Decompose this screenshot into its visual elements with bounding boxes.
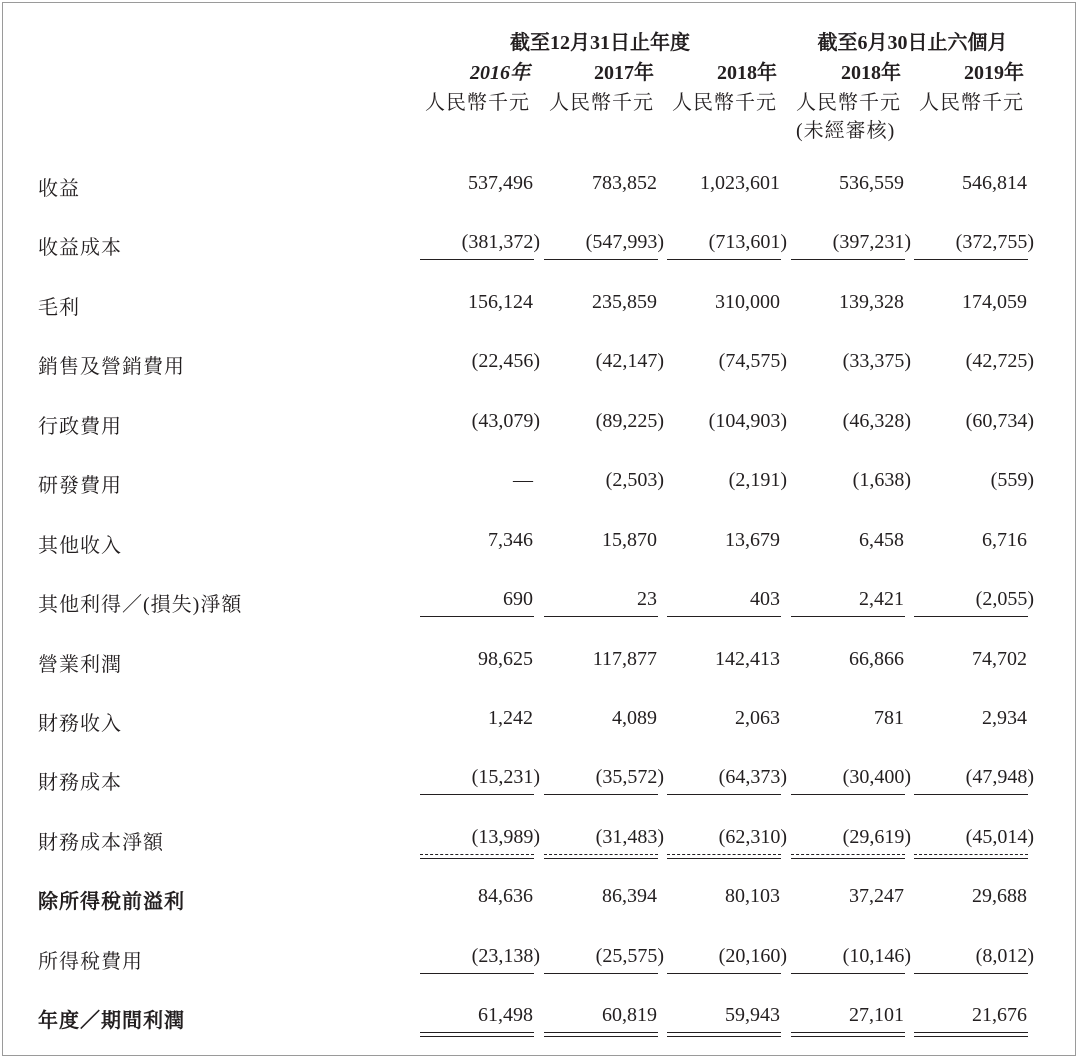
- table-cell: (10,146): [842, 945, 911, 967]
- table-cell: (47,948): [965, 766, 1034, 788]
- table-cell: (45,014): [965, 826, 1034, 848]
- table-cell: (31,483): [595, 826, 664, 848]
- year-header-5: 2019年: [964, 62, 1024, 84]
- row-label: 收益: [38, 178, 80, 200]
- year-header-3: 2018年: [717, 62, 777, 84]
- table-cell: 537,496: [468, 172, 533, 194]
- table-cell: 142,413: [715, 648, 780, 670]
- table-cell: (35,572): [595, 766, 664, 788]
- table-cell: (46,328): [842, 410, 911, 432]
- underline-rule: [667, 973, 781, 974]
- table-cell: (89,225): [595, 410, 664, 432]
- table-cell: 59,943: [725, 1004, 780, 1026]
- underline-rule: [420, 854, 534, 859]
- underline-rule: [791, 616, 905, 617]
- table-cell: (15,231): [471, 766, 540, 788]
- table-cell: 546,814: [962, 172, 1027, 194]
- table-cell: (60,734): [965, 410, 1034, 432]
- table-cell: 61,498: [478, 1004, 533, 1026]
- underline-rule: [791, 854, 905, 859]
- row-label: 財務收入: [38, 713, 122, 735]
- table-cell: 783,852: [592, 172, 657, 194]
- table-cell: 60,819: [602, 1004, 657, 1026]
- row-label: 年度／期間利潤: [38, 1010, 185, 1032]
- table-cell: (22,456): [471, 350, 540, 372]
- underline-rule: [667, 1032, 781, 1037]
- table-cell: —: [513, 469, 533, 491]
- underline-rule: [544, 1032, 658, 1037]
- row-label: 財務成本: [38, 772, 122, 794]
- table-cell: (8,012): [975, 945, 1034, 967]
- table-cell: 6,716: [982, 529, 1027, 551]
- underline-rule: [420, 616, 534, 617]
- underline-rule: [914, 794, 1028, 795]
- table-cell: 781: [874, 707, 904, 729]
- underline-rule: [420, 1032, 534, 1037]
- table-cell: 80,103: [725, 885, 780, 907]
- underline-rule: [544, 973, 658, 974]
- underline-rule: [791, 973, 905, 974]
- table-cell: 235,859: [592, 291, 657, 313]
- table-cell: 174,059: [962, 291, 1027, 313]
- year-header-2: 2017年: [594, 62, 654, 84]
- table-cell: (29,619): [842, 826, 911, 848]
- table-cell: 23: [637, 588, 657, 610]
- underline-rule: [667, 794, 781, 795]
- table-cell: (42,147): [595, 350, 664, 372]
- table-cell: 98,625: [478, 648, 533, 670]
- underline-rule: [914, 973, 1028, 974]
- row-label: 研發費用: [38, 475, 122, 497]
- table-cell: 536,559: [839, 172, 904, 194]
- table-cell: 310,000: [715, 291, 780, 313]
- row-label: 銷售及營銷費用: [38, 356, 185, 378]
- table-cell: (1,638): [852, 469, 911, 491]
- table-cell: (62,310): [718, 826, 787, 848]
- table-cell: (25,575): [595, 945, 664, 967]
- table-cell: 74,702: [972, 648, 1027, 670]
- table-cell: 2,063: [735, 707, 780, 729]
- table-cell: (381,372): [461, 231, 540, 253]
- row-label: 其他收入: [38, 535, 122, 557]
- underline-rule: [544, 794, 658, 795]
- year-header-1: 2016年: [470, 62, 530, 84]
- table-cell: (559): [990, 469, 1034, 491]
- underline-rule: [791, 259, 905, 260]
- table-cell: (104,903): [708, 410, 787, 432]
- table-cell: 117,877: [592, 648, 657, 670]
- table-cell: 6,458: [859, 529, 904, 551]
- table-cell: (2,191): [728, 469, 787, 491]
- table-cell: 15,870: [602, 529, 657, 551]
- underline-rule: [914, 259, 1028, 260]
- table-cell: 4,089: [612, 707, 657, 729]
- underline-rule: [914, 616, 1028, 617]
- table-cell: (547,993): [585, 231, 664, 253]
- table-cell: 690: [503, 588, 533, 610]
- row-label: 財務成本淨額: [38, 832, 164, 854]
- year-header-4: 2018年: [841, 62, 901, 84]
- table-cell: 2,934: [982, 707, 1027, 729]
- row-label: 其他利得／(損失)淨額: [38, 594, 243, 616]
- row-label: 營業利潤: [38, 654, 122, 676]
- group-header-interim: 截至6月30日止六個月: [817, 32, 1008, 54]
- row-label: 除所得稅前溢利: [38, 891, 185, 913]
- table-cell: 86,394: [602, 885, 657, 907]
- table-cell: 84,636: [478, 885, 533, 907]
- table-cell: (397,231): [832, 231, 911, 253]
- table-cell: 139,328: [839, 291, 904, 313]
- table-cell: 37,247: [849, 885, 904, 907]
- underline-rule: [544, 259, 658, 260]
- table-cell: 1,023,601: [700, 172, 780, 194]
- row-label: 收益成本: [38, 237, 122, 259]
- underline-rule: [544, 854, 658, 859]
- table-cell: (20,160): [718, 945, 787, 967]
- table-cell: (64,373): [718, 766, 787, 788]
- unit-header-5: 人民幣千元: [919, 92, 1024, 114]
- group-header-annual: 截至12月31日止年度: [510, 32, 690, 54]
- table-cell: 21,676: [972, 1004, 1027, 1026]
- unit-header-3: 人民幣千元: [672, 92, 777, 114]
- table-cell: 13,679: [725, 529, 780, 551]
- underline-rule: [791, 794, 905, 795]
- table-cell: (372,755): [955, 231, 1034, 253]
- table-cell: (713,601): [708, 231, 787, 253]
- underline-rule: [914, 854, 1028, 859]
- unaudited-note: (未經審核): [796, 120, 896, 142]
- underline-rule: [914, 1032, 1028, 1037]
- underline-rule: [667, 616, 781, 617]
- row-label: 所得稅費用: [38, 951, 143, 973]
- row-label: 毛利: [38, 297, 80, 319]
- table-cell: (74,575): [718, 350, 787, 372]
- table-cell: (30,400): [842, 766, 911, 788]
- table-cell: 27,101: [849, 1004, 904, 1026]
- unit-header-4: 人民幣千元: [796, 92, 901, 114]
- underline-rule: [667, 854, 781, 859]
- underline-rule: [667, 259, 781, 260]
- table-cell: 66,866: [849, 648, 904, 670]
- table-cell: 156,124: [468, 291, 533, 313]
- table-cell: 403: [750, 588, 780, 610]
- row-label: 行政費用: [38, 416, 122, 438]
- table-cell: 29,688: [972, 885, 1027, 907]
- table-cell: (13,989): [471, 826, 540, 848]
- underline-rule: [420, 259, 534, 260]
- table-cell: 1,242: [488, 707, 533, 729]
- underline-rule: [791, 1032, 905, 1037]
- unit-header-2: 人民幣千元: [549, 92, 654, 114]
- table-cell: (33,375): [842, 350, 911, 372]
- table-cell: (2,055): [975, 588, 1034, 610]
- underline-rule: [544, 616, 658, 617]
- table-cell: (2,503): [605, 469, 664, 491]
- table-cell: 2,421: [859, 588, 904, 610]
- table-cell: (42,725): [965, 350, 1034, 372]
- table-cell: (43,079): [471, 410, 540, 432]
- underline-rule: [420, 794, 534, 795]
- table-cell: 7,346: [488, 529, 533, 551]
- unit-header-1: 人民幣千元: [425, 92, 530, 114]
- table-cell: (23,138): [471, 945, 540, 967]
- underline-rule: [420, 973, 534, 974]
